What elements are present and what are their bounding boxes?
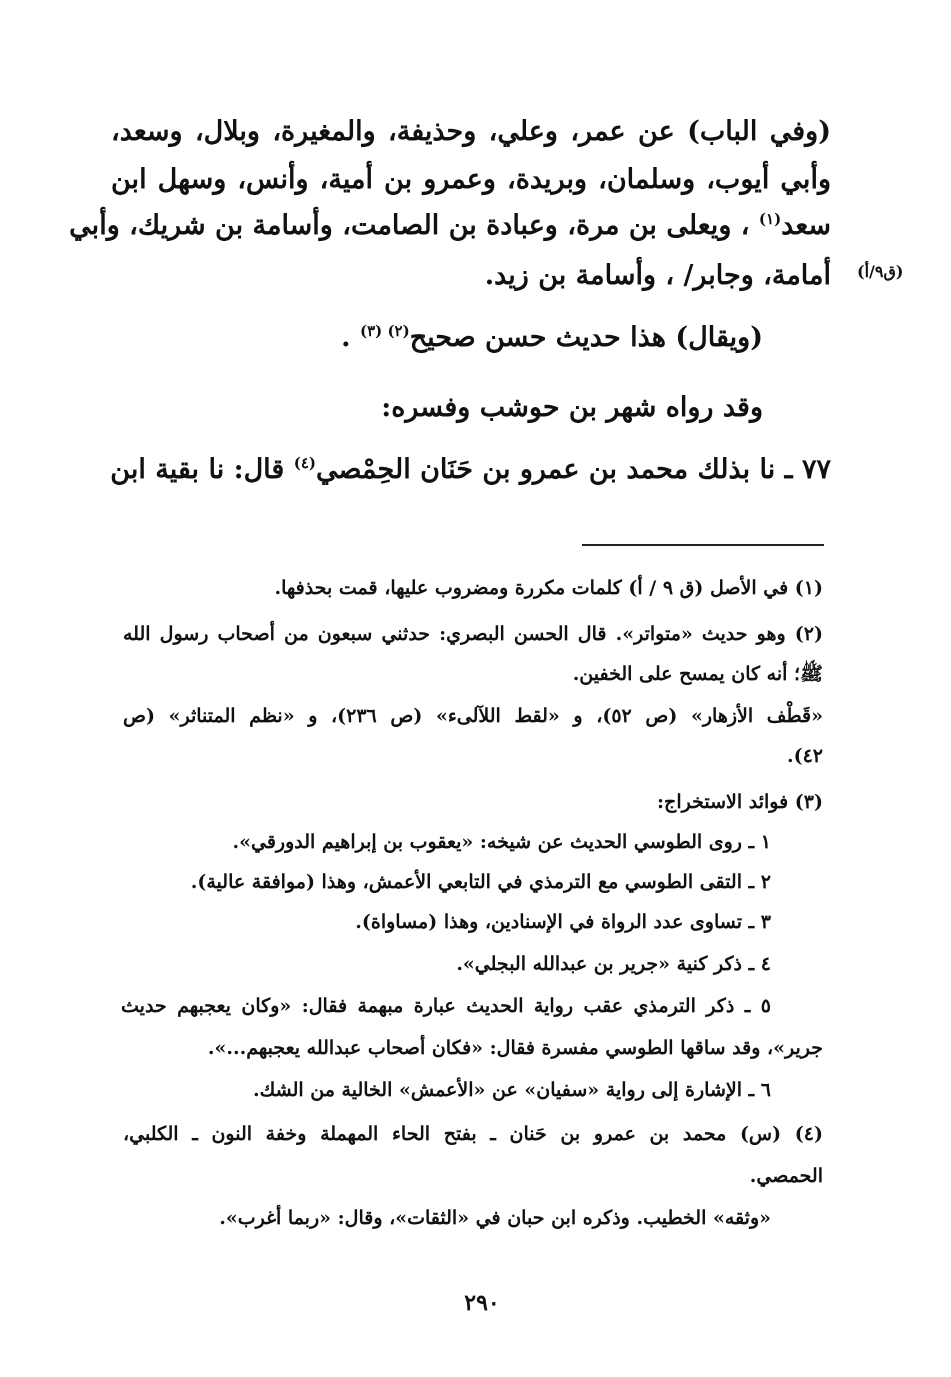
footnote-2-line-4: ٤٢). [786,745,823,767]
main-text-line-7-start: ٧٧ ـ نا بذلك محمد بن عمرو بن حَنَان الحِمْصي [316,454,831,485]
footnote-ref-2-3: (٢) (٣) [359,322,410,340]
footnote-1: (١) في الأصل (ق ٩ / أ) كلمات مكررة ومضروب عليها، قمت بحذفها. [274,577,823,599]
main-text-line-3-end: ، ويعلى بن مرة، وعبادة بن الصامت، وأسامة بن شريك، وأبي [69,210,750,241]
main-text-line-5-end: . [341,322,351,353]
footnote-3-title: (٣) فوائد الاستخراج: [657,791,823,813]
footnote-3-item-5-line-1: ٥ ـ ذكر الترمذي عقب رواية الحديث عبارة مبهمة فقال: «وكان يعجبهم حديث [121,995,771,1017]
main-text-line-3 [69,206,831,246]
page-number: ٢٩٠ [464,1290,500,1316]
footnote-2-line-3: «قَطْف الأزهار» (ص ٥٢)، و «لقط اللآلىء» (ص ٢٣٦)، و «نظم المتناثر» (ص [123,705,823,727]
main-text-line-6: وقد رواه شهر بن حوشب وفسره: [381,392,763,423]
footnote-4-line-1: (٤) (س) محمد بن عمرو بن حَنان ـ بفتح الحاء المهملة وخفة النون ـ الكلبي، [123,1123,823,1145]
footnote-4-line-2: الحمصي. [749,1165,823,1187]
footnote-3-item-5-line-2: جرير»، وقد ساقها الطوسي مفسرة فقال: «فكان أصحاب عبدالله يعجبهم...». [207,1037,823,1059]
main-text-line-5 [203,318,763,358]
main-text-line-3-start: سعد [781,210,831,241]
main-text-line-2: وأبي أيوب، وسلمان، وبريدة، وعمرو بن أمية، وأنس، وسهل ابن [111,164,831,195]
main-text-line-1: (وفي الباب) عن عمر، وعلي، وحذيفة، والمغيرة، وبلال، وسعد، [111,116,831,147]
footnote-3-item-6: ٦ ـ الإشارة إلى رواية «سفيان» عن «الأعمش» الخالية من الشك. [253,1079,771,1101]
main-text-line-7-end: قال: نا بقية ابن [110,454,285,485]
footnote-4-line-3: «وثقه» الخطيب. وذكره ابن حبان في «الثقات»، وقال: «ربما أغرب». [219,1207,771,1229]
footnote-ref-4: (٤) [293,454,317,472]
footnote-separator [582,544,824,546]
footnote-3-item-3: ٣ ـ تساوى عدد الرواة في الإسنادين، وهذا (مساواة). [355,911,771,933]
main-text-line-5-start: (ويقال) هذا حديث حسن صحيح [409,322,763,353]
footnote-2-line-1: (٢) وهو حديث «متواتر». قال الحسن البصري: حدثني سبعون من أصحاب رسول الله [123,623,823,645]
main-text-line-4: أمامة، وجابر/ ، وأسامة بن زيد. [484,260,831,291]
footnote-3-item-2: ٢ ـ التقى الطوسي مع الترمذي في التابعي الأعمش، وهذا (موافقة عالية). [190,871,771,893]
main-text-line-7 [110,450,831,490]
footnote-3-item-1: ١ ـ روى الطوسي الحديث عن شيخه: «يعقوب بن إبراهيم الدورقي». [232,831,771,853]
footnote-ref-1: (١) [758,210,782,228]
manuscript-folio-note: (ق٩/أ) [857,262,904,281]
footnote-2-line-2: ﷺ؛ أنه كان يمسح على الخفين. [572,663,823,685]
footnote-3-item-4: ٤ ـ ذكر كنية «جرير بن عبدالله البجلي». [456,953,771,975]
